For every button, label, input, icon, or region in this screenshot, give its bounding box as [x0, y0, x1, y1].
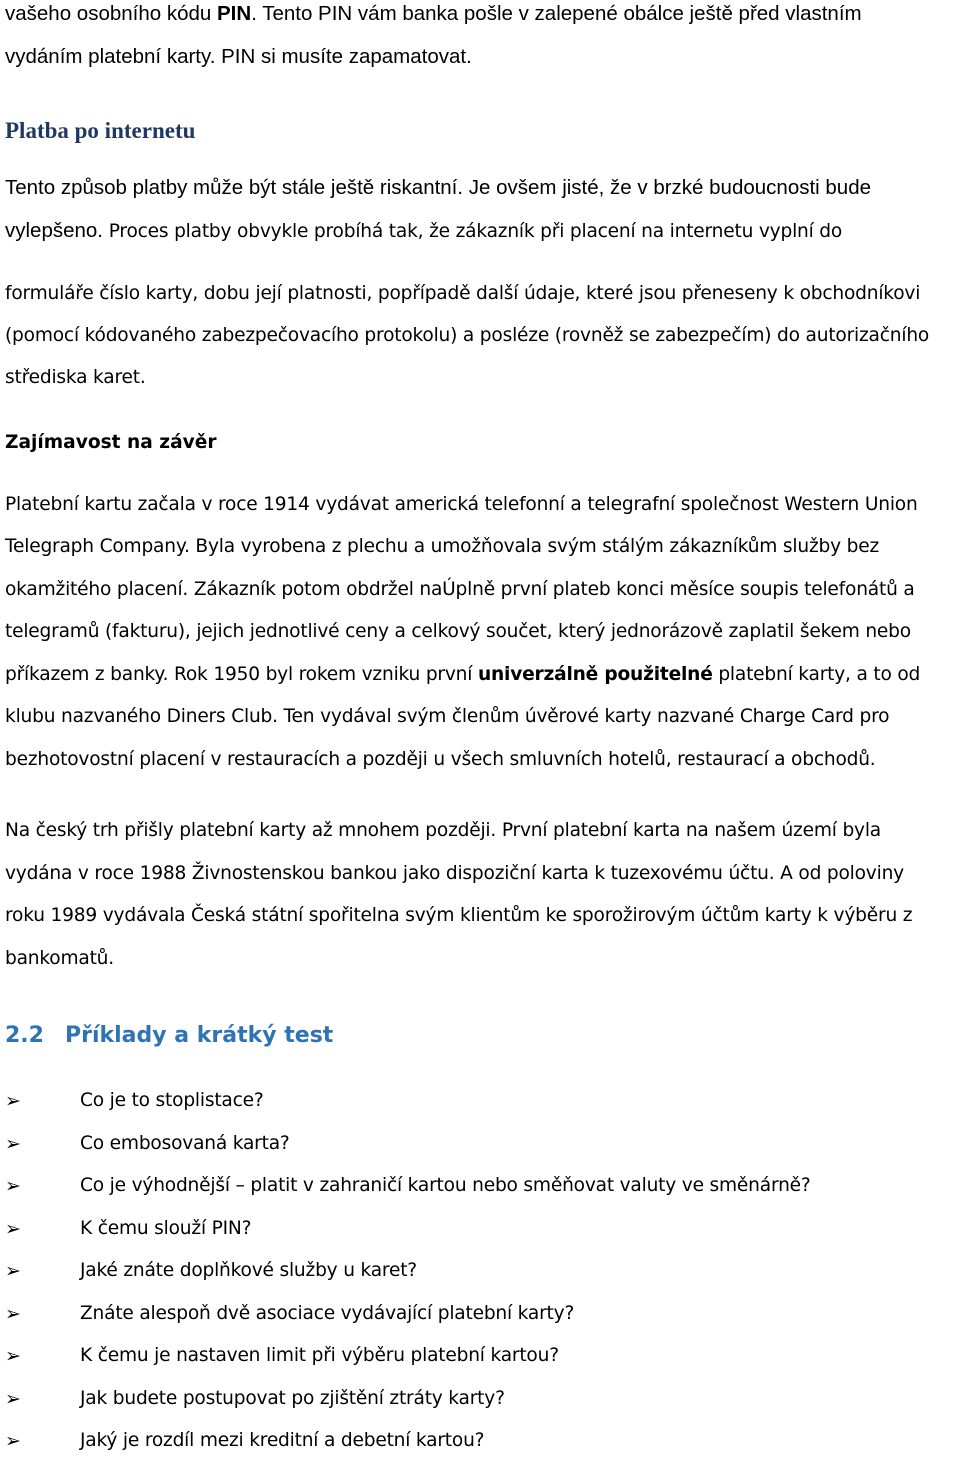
- arrow-bullet-icon: ➢: [5, 1302, 21, 1325]
- cesky-line-1: Na český trh přišly platební karty až mnohem později. První platební karta na našem území byla: [5, 820, 882, 841]
- arrow-bullet-icon: ➢: [5, 1217, 21, 1240]
- arrow-bullet-icon: ➢: [5, 1090, 21, 1112]
- zajimavost-line-4: telegramů (fakturu), jejich jednotlivé ceny a celkový součet, který jednorázově zaplatil šekem nebo: [5, 621, 911, 642]
- intro-line-2: vydáním platební karty. PIN si musíte zapamatovat.: [5, 45, 472, 68]
- zajimavost-line-5: [5, 664, 920, 685]
- heading-zajimavost: Zajímavost na závěr: [5, 432, 217, 453]
- internet-line-2: [5, 219, 842, 243]
- intro-pin-bold: PIN: [217, 2, 252, 25]
- intro-text: vašeho osobního kódu: [5, 2, 217, 25]
- internet-line-3: formuláře číslo karty, dobu její platnosti, popřípadě další údaje, které jsou přeneseny k obchodníkovi: [5, 283, 921, 304]
- cesky-line-4: bankomatů.: [5, 948, 114, 969]
- cesky-line-3: roku 1989 vydávala Česká státní spořitelna svým klientům ke sporožirovým účtům karty k výběru z: [5, 905, 913, 926]
- internet-text: Proces platby obvykle probíhá tak, že zákazník při placení na internetu vyplní do: [103, 221, 843, 242]
- arrow-bullet-icon: ➢: [5, 1132, 21, 1155]
- heading-platba-po-internetu: Platba po internetu: [5, 118, 196, 143]
- section-number: 2.2: [5, 1023, 44, 1048]
- question-text: Znáte alespoň dvě asociace vydávající platební karty?: [80, 1302, 575, 1324]
- zajimavost-line-3: okamžitého placení. Zákazník potom obdržel naÚplně první plateb konci měsíce soupis telefonátů a: [5, 579, 915, 600]
- internet-line-1: Tento způsob platby může být stále ještě riskantní. Je ovšem jisté, že v brzké budoucnosti bude: [5, 176, 872, 199]
- arrow-bullet-icon: ➢: [5, 1175, 21, 1197]
- zajimavost-line-1: Platební kartu začala v roce 1914 vydávat americká telefonní a telegrafní společnost Western Union: [5, 494, 918, 515]
- internet-line-4: (pomocí kódovaného zabezpečovacího protokolu) a posléze (rovněž se zabezpečím) do autorizačního: [5, 325, 930, 346]
- zajimavost-line-6: klubu nazvaného Diners Club. Ten vydával svým členům úvěrové karty nazvané Charge Card pro: [5, 706, 890, 727]
- zajimavost-line-2: Telegraph Company. Byla vyrobena z plechu a umožňovala svým stálým zákazníkům služby bez: [5, 536, 880, 557]
- section-heading: [5, 1023, 333, 1048]
- question-text: Jaký je rozdíl mezi kreditní a debetní kartou?: [80, 1430, 485, 1451]
- zajimavost-text: platební karty, a to od: [712, 664, 921, 685]
- question-text: K čemu je nastaven limit při výběru platební kartou?: [80, 1345, 559, 1366]
- cesky-line-2: vydána v roce 1988 Živnostenskou bankou jako dispoziční karta k tuzexovému účtu. A od poloviny: [5, 863, 904, 884]
- question-text: Jak budete postupovat po zjištění ztráty karty?: [80, 1387, 505, 1409]
- arrow-bullet-icon: ➢: [5, 1387, 21, 1410]
- arrow-bullet-icon: ➢: [5, 1430, 21, 1452]
- question-text: K čemu slouží PIN?: [80, 1217, 252, 1239]
- intro-text: . Tento PIN vám banka pošle v zalepené obálce ještě před vlastním: [251, 2, 862, 25]
- question-text: Jaké znáte doplňkové služby u karet?: [80, 1260, 417, 1281]
- internet-line-5: střediska karet.: [5, 367, 146, 388]
- arrow-bullet-icon: ➢: [5, 1345, 21, 1367]
- intro-line-1: [5, 2, 862, 26]
- section-title: Příklady a krátký test: [65, 1023, 334, 1048]
- question-text: Co je výhodnější – platit v zahraničí kartou nebo směňovat valuty ve směnárně?: [80, 1175, 811, 1196]
- internet-text: vylepšeno.: [5, 219, 104, 242]
- question-text: Co embosovaná karta?: [80, 1132, 290, 1154]
- zajimavost-text: příkazem z banky. Rok 1950 byl rokem vzniku první: [5, 664, 478, 685]
- zajimavost-line-7: bezhotovostní placení v restauracích a později u všech smluvních hotelů, restaurací a obchodů.: [5, 749, 876, 770]
- question-text: Co je to stoplistace?: [80, 1090, 264, 1111]
- zajimavost-bold: univerzálně použitelné: [477, 664, 713, 685]
- arrow-bullet-icon: ➢: [5, 1260, 21, 1282]
